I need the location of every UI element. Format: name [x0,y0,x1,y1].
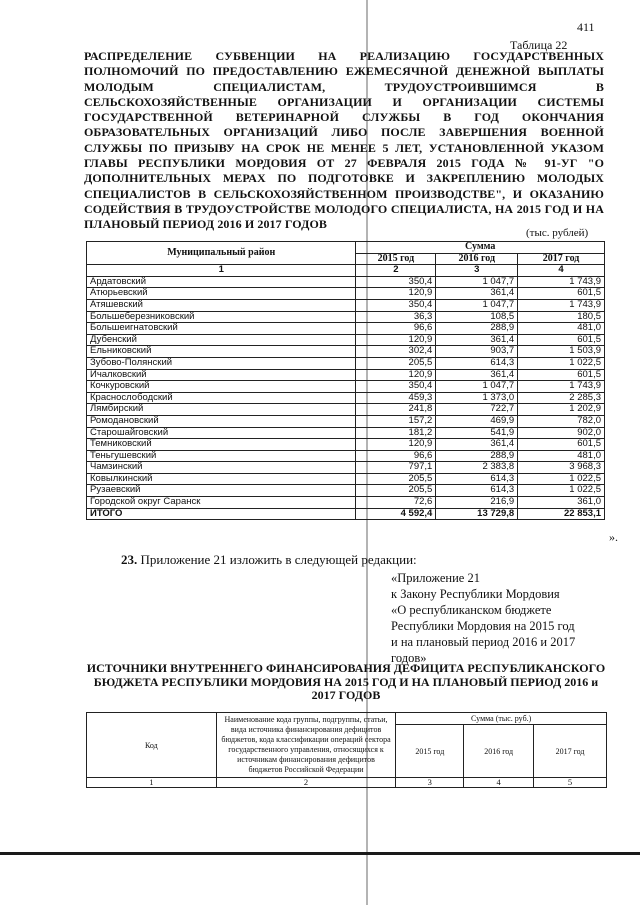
value-2017: 1 022,5 [518,357,605,369]
table-row [87,276,605,288]
table-row [87,404,605,416]
district-name: Дубенский [87,334,356,346]
value-2017: 481,0 [518,323,605,335]
total-row [87,508,605,520]
district-name: Ромодановский [87,415,356,427]
header-year-2017: 2017 год [518,253,605,265]
table-row [87,473,605,485]
header-year-2015: 2015 год [356,253,436,265]
column-number: 4 [464,778,534,788]
value-2017: 601,5 [518,334,605,346]
table-row [87,392,605,404]
value-2016: 1 047,7 [436,381,518,393]
instruction-text: Приложение 21 изложить в следующей редакции: [137,552,417,567]
table-row [87,334,605,346]
value-2015: 350,4 [356,381,436,393]
appendix-line: «Приложение 21 [391,571,480,585]
district-name: Ельниковский [87,346,356,358]
page-number: 411 [577,20,595,34]
header-year-2017: 2017 год [534,725,607,778]
value-2015: 302,4 [356,346,436,358]
subsidy-table [86,241,605,520]
sources-heading: ИСТОЧНИКИ ВНУТРЕННЕГО ФИНАНСИРОВАНИЯ ДЕФИЦИТА РЕСПУБЛИКАНСКОГО БЮДЖЕТА РЕСПУБЛИКИ МОРДОВИЯ НА 2015 ГОД И НА ПЛАНОВЫЙ ПЕРИОД 2016 и 2017 ГОДОВ [86,661,606,702]
district-name: Чамзинский [87,462,356,474]
sources-table [86,712,607,788]
table-caption: Таблица 22 [510,38,568,52]
value-2017: 1 022,5 [518,473,605,485]
district-name: Большеберезниковский [87,311,356,323]
value-2017: 1 743,9 [518,299,605,311]
district-name: Кочкуровский [87,381,356,393]
district-name: Зубово-Полянский [87,357,356,369]
value-2016: 1 047,7 [436,299,518,311]
column-number: 2 [356,265,436,277]
total-2017: 22 853,1 [518,508,605,520]
column-number: 1 [87,778,217,788]
value-2015: 120,9 [356,439,436,451]
appendix-line: и на плановый период 2016 и 2017 [391,635,576,649]
district-name: Ковылкинский [87,473,356,485]
column-number: 2 [216,778,396,788]
value-2016: 216,9 [436,497,518,509]
header-district: Муниципальный район [87,242,356,265]
district-name: Темниковский [87,439,356,451]
value-2016: 361,4 [436,439,518,451]
value-2016: 108,5 [436,311,518,323]
value-2015: 120,9 [356,288,436,300]
table-row [87,346,605,358]
value-2017: 361,0 [518,497,605,509]
value-2017: 1 743,9 [518,381,605,393]
value-2016: 361,4 [436,369,518,381]
table-row [87,369,605,381]
table-row [87,450,605,462]
table-row [87,381,605,393]
header-sum-total: Сумма (тыс. руб.) [396,713,607,725]
table-row [87,462,605,474]
table-row [87,299,605,311]
total-2015: 4 592,4 [356,508,436,520]
header-sum: Сумма [356,242,605,254]
value-2017: 1 202,9 [518,404,605,416]
district-name: Краснослободский [87,392,356,404]
table-row [87,427,605,439]
value-2017: 1 743,9 [518,276,605,288]
value-2016: 288,9 [436,450,518,462]
value-2015: 36,3 [356,311,436,323]
value-2015: 205,5 [356,473,436,485]
value-2016: 469,9 [436,415,518,427]
value-2017: 601,5 [518,439,605,451]
section-heading: РАСПРЕДЕЛЕНИЕ СУБВЕНЦИИ НА РЕАЛИЗАЦИЮ ГОСУДАРСТВЕННЫХ ПОЛНОМОЧИЙ ПО ПРЕДОСТАВЛЕНИЮ ЕЖЕМЕСЯЧНОЙ ДЕНЕЖНОЙ ВЫПЛАТЫ МОЛОДЫМ СПЕЦИАЛИСТАМ, ТРУДОУСТРОИВШИМСЯ В СЕЛЬСКОХОЗЯЙСТВЕННЫЕ ОРГАНИЗАЦИИ И ОРГАНИЗАЦИИ СИСТЕМЫ ГОСУДАРСТВЕННОЙ ВЕТЕРИНАРНОЙ СЛУЖБЫ В ГОД ОКОНЧАНИЯ ОБРАЗОВАТЕЛЬНЫХ ОРГАНИЗАЦИЙ ЛИБО ПОСЛЕ ЗАВЕРШЕНИЯ ВОЕННОЙ СЛУЖБЫ ПО ПРИЗЫВУ НА СРОК НЕ МЕНЕЕ 5 ЛЕТ, УСТАНОВЛЕННОЙ УКАЗОМ ГЛАВЫ РЕСПУБЛИКИ МОРДОВИЯ ОТ 27 ФЕВРАЛЯ 2015 ГОДА № 91-УГ "О ДОПОЛНИТЕЛЬНЫХ МЕРАХ ПО ПОДГОТОВКЕ И ЗАКРЕПЛЕНИЮ МОЛОДЫХ СПЕЦИАЛИСТОВ В СЕЛЬСКОХОЗЯЙСТВЕННОМ ПРОИЗВОДСТВЕ", И ОКАЗАНИЮ СОДЕЙСТВИЯ В ТРУДОУСТРОЙСТВЕ МОЛОДОГО СПЕЦИАЛИСТА, НА 2015 ГОД И НА ПЛАНОВЫЙ ПЕРИОД 2016 И 2017 ГОДОВ [84,49,604,232]
district-name: Атяшевский [87,299,356,311]
value-2015: 120,9 [356,334,436,346]
value-2017: 601,5 [518,288,605,300]
header-year-2016: 2016 год [436,253,518,265]
column-number: 4 [518,265,605,277]
district-name: Большеигнатовский [87,323,356,335]
column-number: 3 [436,265,518,277]
value-2015: 120,9 [356,369,436,381]
value-2017: 1 503,9 [518,346,605,358]
header-source-name: Наименование кода группы, подгруппы, статьи, вида источника финансирования дефицитов бюджетов, кода классификации операций сектора государственного управления, относящихся к источникам финансирования дефицитов бюджетов Российской Федерации [216,713,396,778]
value-2015: 157,2 [356,415,436,427]
appendix-reference [391,570,621,666]
table-row [87,497,605,509]
closing-quote: ». [609,530,618,544]
district-name: Ардатовский [87,276,356,288]
district-rows [87,276,605,508]
column-number: 1 [87,265,356,277]
value-2017: 3 968,3 [518,462,605,474]
value-2016: 903,7 [436,346,518,358]
value-2015: 350,4 [356,299,436,311]
table-row [87,288,605,300]
value-2016: 722,7 [436,404,518,416]
value-2016: 614,3 [436,357,518,369]
value-2015: 205,5 [356,485,436,497]
table-row [87,415,605,427]
instruction-number: 23. [121,552,138,567]
value-2017: 2 285,3 [518,392,605,404]
value-2015: 72,6 [356,497,436,509]
appendix-line: годов» [391,651,427,665]
district-name: Лямбирский [87,404,356,416]
value-2017: 902,0 [518,427,605,439]
value-2015: 96,6 [356,450,436,462]
value-2015: 181,2 [356,427,436,439]
appendix-line: «О республиканском бюджете [391,603,552,617]
value-2016: 1 047,7 [436,276,518,288]
value-2016: 361,4 [436,334,518,346]
header-year-2015: 2015 год [396,725,464,778]
value-2015: 797,1 [356,462,436,474]
value-2016: 1 373,0 [436,392,518,404]
district-name: Ичалковский [87,369,356,381]
column-number: 3 [396,778,464,788]
table-row [87,311,605,323]
value-2015: 96,6 [356,323,436,335]
value-2016: 361,4 [436,288,518,300]
district-name: Атюрьевский [87,288,356,300]
value-2015: 350,4 [356,276,436,288]
units-label: (тыс. рублей) [526,227,589,239]
column-numbers-row [87,778,607,788]
scan-edge-line [0,852,640,855]
value-2016: 541,9 [436,427,518,439]
district-name: Городской округ Саранск [87,497,356,509]
header-year-2016: 2016 год [464,725,534,778]
amendment-instruction [121,552,417,568]
value-2016: 614,3 [436,485,518,497]
header-code: Код [87,713,217,778]
table-row [87,323,605,335]
value-2016: 614,3 [436,473,518,485]
district-name: Старошайговский [87,427,356,439]
value-2016: 2 383,8 [436,462,518,474]
value-2015: 205,5 [356,357,436,369]
value-2017: 601,5 [518,369,605,381]
table-row [87,485,605,497]
value-2017: 782,0 [518,415,605,427]
value-2017: 180,5 [518,311,605,323]
value-2017: 481,0 [518,450,605,462]
table-row [87,439,605,451]
district-name: Теньгушевский [87,450,356,462]
appendix-line: к Закону Республики Мордовия [391,587,560,601]
value-2015: 459,3 [356,392,436,404]
column-number: 5 [534,778,607,788]
total-label: ИТОГО [87,508,356,520]
total-2016: 13 729,8 [436,508,518,520]
value-2016: 288,9 [436,323,518,335]
appendix-line: Республики Мордовия на 2015 год [391,619,575,633]
table-row [87,357,605,369]
value-2017: 1 022,5 [518,485,605,497]
column-numbers-row [87,265,605,277]
value-2015: 241,8 [356,404,436,416]
district-name: Рузаевский [87,485,356,497]
